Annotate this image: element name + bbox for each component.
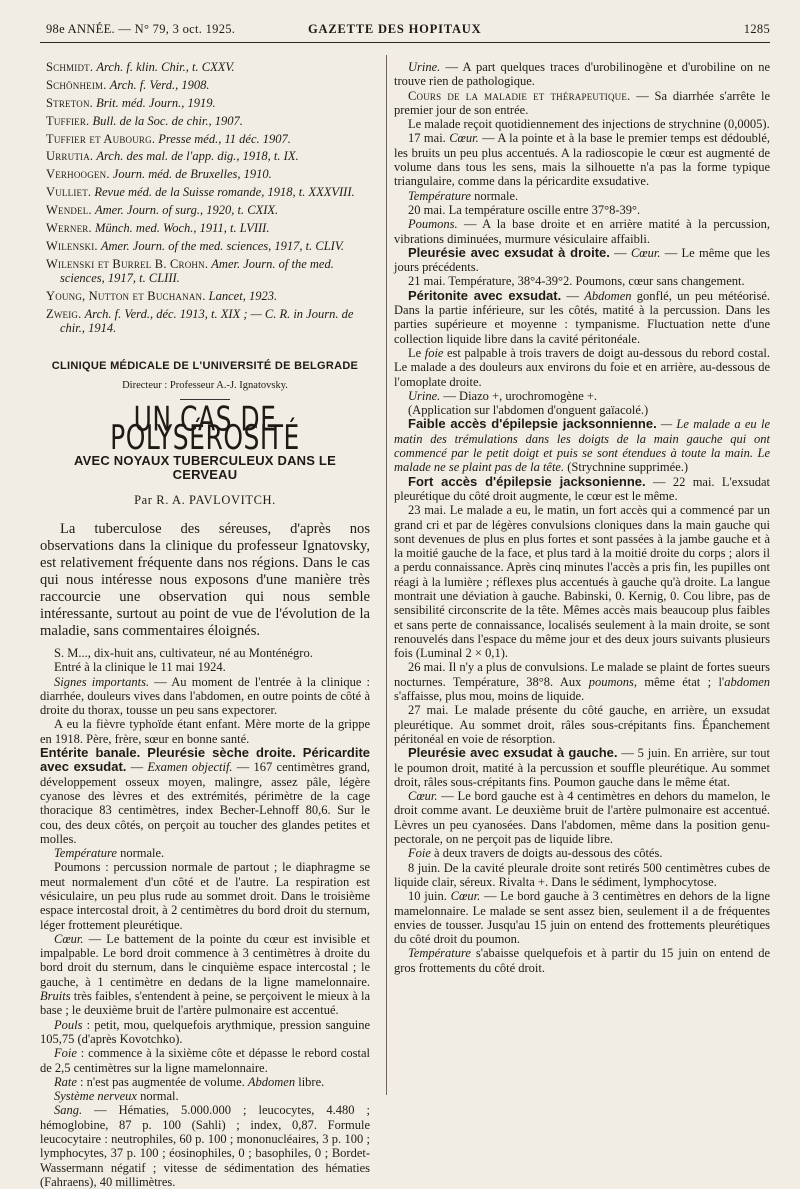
reference-item — [46, 307, 370, 336]
section-heading: Pleurésie avec exsudat à droite. — [408, 244, 610, 260]
body-paragraph: Signes importants. — Au moment de l'entrée à la clinique : diarrhée, douleurs vives dans l'abdomen, en outre points de côté à droite du thorax, tousse un peu sans expectorer. — [40, 674, 370, 718]
ref-author: Streton. — [46, 95, 94, 110]
body-paragraph: Urine. — Diazo +, urochromogène +. — [408, 388, 598, 403]
director-line: Directeur : Professeur A.-J. Ignatovsky. — [122, 379, 288, 391]
reference-item — [46, 185, 370, 199]
body-paragraph: Foie à deux travers de doigts au-dessous des côtés. — [408, 846, 663, 861]
ref-author: Schmidt. — [46, 60, 94, 74]
ref-source: Bull. de la Soc. de chir., 1907. — [92, 113, 243, 128]
ref-source: Münch. med. Woch., 1911, t. LVIII. — [94, 221, 270, 236]
header-rule — [40, 42, 770, 43]
article-author: Par R. A. PAVLOVITCH. — [134, 492, 276, 507]
body-paragraph: Température normale. — [408, 188, 519, 203]
running-header — [46, 22, 770, 42]
body-paragraph: 17 mai. Cœur. — A la pointe et à la base le premier temps est dédoublé, les bruits un peu plus accentués. A la radioscopie le cœur est augmenté de volume dans tous les sens, mais la silhouette n'a pas la forme typique triangulaire, comme dans la péricardite exsudative. — [394, 131, 770, 189]
clinic-heading: CLINIQUE MÉDICALE DE L'UNIVERSITÉ DE BELGRADE — [51, 360, 359, 373]
section-paragraph: Pleurésie avec exsudat à droite. — Cœur. — Le même que les jours précédents. — [394, 244, 770, 275]
body-paragraph: Pouls : petit, mou, quelquefois arythmique, pression sanguine 105,75 (d'après Kovotchko). — [40, 1017, 370, 1046]
reference-item — [46, 203, 370, 217]
section-paragraph: Faible accès d'épilepsie jacksonnienne. — Le malade a eu le matin des trémulations dans les doigts de la main gauche qui ont commencé par le petit doigt et puis se sont étendues à toute la main. Le malade ne se plaint pas de la tête. (Strychnine supprimée.) — [394, 416, 771, 475]
article-title: UN CAS DE POLYSÉROSITÉ — [110, 399, 300, 458]
ref-source: Arch. f. Verd., déc. 1913, t. XIX ; — C. R. in Journ. de chir., 1914. — [60, 306, 354, 336]
body-paragraph: S. M..., dix-huit ans, cultivateur, né au Monténégro. — [54, 645, 313, 660]
body-paragraph: A eu la fièvre typhoïde étant enfant. Mère morte de la grippe en 1918. Père, frère, sœur en bonne santé. — [40, 717, 370, 746]
body-paragraph: Cœur. — Le battement de la pointe du cœur est invisible et impalpable. Le bord droit commence à 3 centimètres à droite du bord droit du sternum, dans le cinquième espace intercostal ; le gauche, à 1 centimètre en dedans de la ligne mamelonnaire. Bruits très faibles, s'entendent à peine, se perçoivent le mieux à la base ; le deuxième bruit de l'artère pulmonaire est accentué. — [40, 931, 370, 1018]
section-paragraph: Péritonite avec exsudat. — Abdomen gonflé, un peu météorisé. Dans la partie inférieure, sur les côtés, matité à la percussion. Dans les parties supérieure et moyenne : tympanisme. Fluctuation nette d'une collection liquide libre dans la cavité péritonéale. — [394, 287, 771, 346]
reference-item — [46, 96, 370, 110]
ref-author: Zweig. — [46, 306, 82, 321]
body-paragraph: 20 mai. La température oscille entre 37°8-39°. — [408, 202, 641, 217]
section-heading: Fort accès d'épilepsie jacksonienne. — [408, 473, 646, 489]
ref-source: Brit. méd. Journ., 1919. — [96, 95, 216, 110]
body-paragraph: 8 juin. De la cavité pleurale droite sont retirés 500 centimètres cubes de liquide clair, séreux. Rivalta +. Dans le sédiment, lymphocytose. — [394, 860, 770, 889]
journal-title: GAZETTE DES HOPITAUX — [308, 22, 482, 36]
ref-source: Journ. méd. de Bruxelles, 1910. — [112, 167, 272, 182]
ref-author: Verhoogen. — [46, 167, 110, 182]
body-paragraph: Système nerveux normal. — [54, 1089, 179, 1104]
body-paragraph: Urine. — A part quelques traces d'urobilinogène et d'urobiline on ne trouve rien de pathologique. — [394, 60, 770, 89]
body-paragraph: 10 juin. Cœur. — Le bord gauche à 3 centimètres en dehors de la ligne mamelonnaire. Le malade se sent assez bien, seulement il a de fréquentes envies de tousser. Jusqu'au 15 juin on entend des frottements pleurétiques du côté droit du poumon. — [394, 889, 771, 947]
body-paragraph: Poumons : percussion normale de partout ; le diaphragme se meut normalement d'un côté et de l'autre. La respiration est vésiculaire, un peu plus rude au sommet droit. Dans le troisième espace intercostal droit, à 2 centimètres du bord droit du sternum, léger frottement pleurétique. — [40, 860, 370, 932]
left-column — [40, 60, 370, 1189]
right-column — [394, 60, 770, 975]
page-number: 1285 — [743, 22, 770, 36]
body-paragraph: Sang. — Hématies, 5.000.000 ; leucocytes, 4.480 ; hémoglobine, 87 p. 100 (Sahli) ; index, 0,87. Formule leucocytaire : neutrophiles, 60 p. 100 ; mononucléaires, 3 p. 100 ; lymphocytes, 37 p. 100 ; éosinophiles, 0 ; basophiles, 0 ; Bordet-Wassermann négatif ; vitesse de sédimentation des hématies (Fahraens), 40 millimètres. — [40, 1103, 370, 1189]
ref-source: Amer. Journ. of surg., 1920, t. CXIX. — [94, 203, 279, 218]
ref-author: Urrutia. — [46, 149, 94, 164]
section-heading: Péritonite avec exsudat. — [408, 287, 562, 303]
body-paragraph: Cœur. — Le bord gauche est à 4 centimètres en dehors du mamelon, le droit comme avant. Le deuxième bruit de l'artère pulmonaire est accentué. Lèvres un peu cyanosées. Dans l'abdomen, même dans la position genu-pectorale, on ne perçoit pas de liquide libre. — [394, 789, 770, 847]
reference-item — [46, 221, 370, 235]
body-paragraph: Entré à la clinique le 11 mai 1924. — [54, 660, 226, 675]
ref-author: Wilenski et Burrel B. Crohn. — [46, 256, 209, 271]
reference-item — [46, 149, 370, 163]
ref-author: Wendel. — [46, 203, 92, 218]
ref-source: Arch. f. Verd., 1908. — [109, 77, 210, 92]
ref-source: Amer. Journ. of the med. sciences, 1917, t. CLIII. — [60, 256, 334, 286]
body-paragraph: 23 mai. Le malade a eu, le matin, un fort accès qui a commencé par un grand cri et par de légères convulsions cloniques dans la main gauche qui sont devenues de plus en plus fortes et sont passées à la jambe gauche et à la moitié gauche de la face, et plus tard à la moitié droite du corps ; alors il a perdu connaissance. Après cinq minutes l'accès a pris fin, les pupilles ont réagi à la lumière ; réflexes plus accentués à gauche qu'à droite. La langue montrait une déviation à gauche. Babinski, 0. Kernig, 0. Cou libre, pas de sensibilité circonscrite de la tête. Mêmes accès mais beaucoup plus faibles et sans perte de connaissance, localisés seulement à la main droite, se sont renouvelés dans l'espace du même jour et des deux jours suivants plusieurs fois (Luminal 2 × 0,1). — [394, 503, 770, 661]
run-in-label: Signes importants. — [54, 674, 150, 689]
section-paragraph: Fort accès d'épilepsie jacksonienne. — 22 mai. L'exsudat pleurétique du côté droit augmente, le cœur est le même. — [394, 473, 770, 503]
reference-item — [46, 167, 370, 181]
reference-item — [46, 60, 370, 74]
body-paragraph: 27 mai. Le malade présente du côté gauche, en arrière, un exsudat pleurétique. Au sommet droit, râles sous-crépitants fins. Épanchement péritonéal en voie de résorption. — [394, 703, 770, 746]
ref-source: Revue méd. de la Suisse romande, 1918, t. XXXVIII. — [94, 185, 355, 200]
body-paragraph: Le foie est palpable à trois travers de doigt au-dessous du rebord costal. Le malade a des douleurs aux environs du foie et en arrière, au-dessous de l'omoplate droite. — [394, 345, 770, 389]
section-heading: Entérite banale. Pleurésie sèche droite. Péricardite avec exsudat. — [40, 745, 370, 775]
section-paragraph: Pleurésie avec exsudat à gauche. — 5 juin. En arrière, sur tout le poumon droit, matité à la percussion et souffle pleurétique. Au sommet droit, râles sous-crépitants fins. Poumon gauche dans le même état. — [394, 745, 770, 789]
ref-author: Young, Nutton et Buchanan. — [46, 288, 206, 303]
ref-source: Arch. des mal. de l'app. dig., 1918, t. IX. — [96, 149, 299, 164]
body-paragraph: Poumons. — A la base droite et en arrière matité à la percussion, vibrations diminuées, murmure vésiculaire affaibli. — [394, 217, 770, 246]
body-paragraph: Température s'abaisse quelquefois et à partir du 15 juin on entend de gros frottements du côté droit. — [394, 946, 770, 975]
body-paragraph: Rate : n'est pas augmentée de volume. Abdomen libre. — [54, 1074, 325, 1089]
ref-author: Vulliet. — [46, 185, 92, 200]
ref-source: Presse méd., 11 déc. 1907. — [158, 131, 291, 146]
ref-author: Schönheim. — [46, 77, 107, 92]
run-in-heading: Cours de la maladie et thérapeutique. — [408, 88, 631, 103]
ref-source: Amer. Journ. of the med. sciences, 1917, t. CLIV. — [100, 238, 344, 253]
body-paragraph: 21 mai. Température, 38°4-39°2. Poumons, cœur sans changement. — [408, 274, 745, 289]
body-paragraph: Cours de la maladie et thérapeutique. — Sa diarrhée s'arrête le premier jour de son entrée. — [394, 88, 770, 117]
section-heading: Pleurésie avec exsudat à gauche. — [408, 745, 618, 761]
body-paragraph: Température normale. — [54, 846, 165, 861]
ref-author: Wilenski. — [46, 238, 98, 253]
issue-info: 98e ANNÉE. — N° 79, 3 oct. 1925. — [46, 22, 236, 36]
reference-item — [46, 114, 370, 128]
ref-author: Werner. — [46, 221, 92, 236]
ref-source: Lancet, 1923. — [208, 288, 278, 303]
body-paragraph: Le malade reçoit quotidiennement des injections de strychnine (0,0005). — [408, 117, 770, 132]
reference-item — [46, 239, 370, 253]
body-paragraph: Foie : commence à la sixième côte et dépasse le rebord costal de 2,5 centimètres sur la ligne mamelonnaire. — [40, 1046, 370, 1075]
body-paragraph: 26 mai. Il n'y a plus de convulsions. Le malade se plaint de fortes sueurs nocturnes. Température, 38°8. Aux poumons, même état ; l'abdomen s'affaisse, plus mou, moins de liquide. — [394, 660, 771, 704]
column-divider — [386, 55, 387, 1095]
reference-item — [46, 132, 370, 146]
reference-item — [46, 289, 370, 303]
reference-list — [40, 60, 370, 335]
article-subtitle: AVEC NOYAUX TUBERCULEUX DANS LE CERVEAU — [74, 453, 336, 483]
reference-item — [46, 78, 370, 92]
ref-author: Tuffier. — [46, 113, 90, 128]
intro-paragraph: La tuberculose des séreuses, d'après nos observations dans la clinique du professeur Ignatovsky, est relativement fréquente dans nos régions. Dans le cas qui nous intéresse nous exposons d'une manière très raccourcie une observation qui nous semble intéressante, surtout au point de vue de l'évolution de la maladie, sans commentaires éloignés. — [40, 520, 370, 639]
section-paragraph: Entérite banale. Pleurésie sèche droite. Péricardite avec exsudat. — Examen objectif. — 167 centimètres grand, développement osseux moyen, malingre, assez pâle, légère cyanose des lèvres et des extrémités, périmètre de la cage thoracique 83 centimètres, index Becher-Lehnoff 80,6. Sur le cou, des deux côtés, on perçoit au toucher des glandes petites et molles. — [40, 745, 371, 846]
body-paragraph: (Application sur l'abdomen d'onguent gaïacolé.) — [408, 403, 649, 418]
ref-source: Arch. f. klin. Chir., t. CXXV. — [96, 60, 235, 74]
reference-item — [46, 257, 370, 286]
section-heading: Faible accès d'épilepsie jacksonnienne. — [408, 416, 657, 432]
ref-author: Tuffier et Aubourg. — [46, 131, 156, 146]
